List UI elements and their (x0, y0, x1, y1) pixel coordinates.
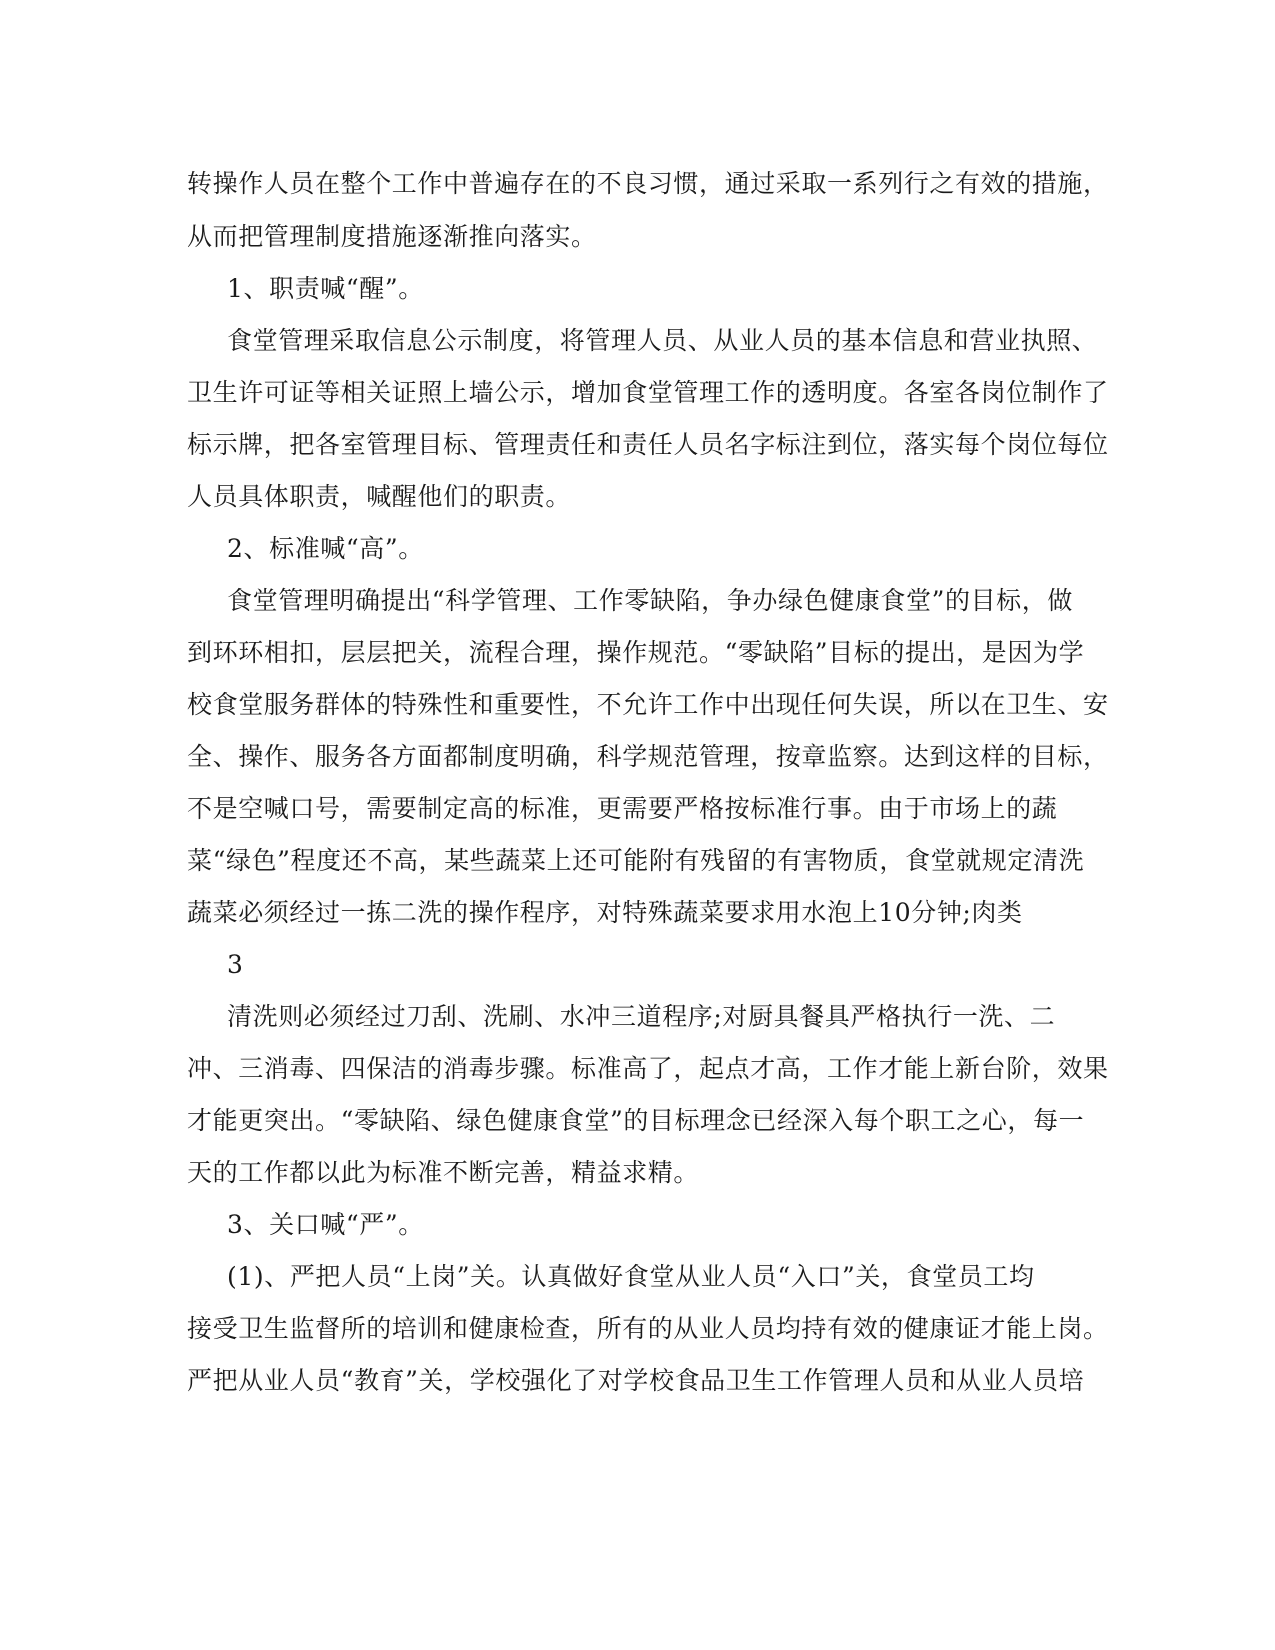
section-heading: 3、关口喊“严”。 (227, 1210, 424, 1239)
paragraph-line: 到环环相扣，层层把关，流程合理，操作规范。“零缺陷”目标的提出，是因为学 (187, 638, 1085, 667)
section-heading: 2、标准喊“高”。 (227, 534, 424, 563)
paragraph-line: 冲、三消毒、四保洁的消毒步骤。标准高了，起点才高，工作才能上新台阶，效果 (187, 1054, 1109, 1083)
paragraph-line: 标示牌，把各室管理目标、管理责任和责任人员名字标注到位，落实每个岗位每位 (187, 430, 1109, 459)
paragraph-line: 才能更突出。“零缺陷、绿色健康食堂”的目标理念已经深入每个职工之心，每一 (187, 1106, 1085, 1135)
paragraph-line: 转操作人员在整个工作中普遍存在的不良习惯，通过采取一系列行之有效的措施， (187, 169, 1109, 198)
paragraph-line: 卫生许可证等相关证照上墙公示，增加食堂管理工作的透明度。各室各岗位制作了 (187, 378, 1109, 407)
paragraph-line: 校食堂服务群体的特殊性和重要性，不允许工作中出现任何失误，所以在卫生、安 (187, 690, 1109, 719)
paragraph-line: 从而把管理制度措施逐渐推向落实。 (187, 222, 597, 251)
paragraph-line: 人员具体职责，喊醒他们的职责。 (187, 482, 572, 511)
paragraph-line: 天的工作都以此为标准不断完善，精益求精。 (187, 1158, 700, 1187)
page-number: 3 (227, 950, 243, 979)
paragraph-line: 全、操作、服务各方面都制度明确，科学规范管理，按章监察。达到这样的目标， (187, 742, 1109, 771)
paragraph-line: 食堂管理明确提出“科学管理、工作零缺陷，争办绿色健康食堂”的目标，做 (227, 586, 1073, 615)
paragraph-line: 蔬菜必须经过一拣二洗的操作程序，对特殊蔬菜要求用水泡上10分钟;肉类 (187, 898, 1023, 927)
paragraph-line: 菜“绿色”程度还不高，某些蔬菜上还可能附有残留的有害物质，食堂就规定清洗 (187, 846, 1085, 875)
paragraph-line: 清洗则必须经过刀刮、洗刷、水冲三道程序;对厨具餐具严格执行一洗、二 (227, 1002, 1056, 1031)
paragraph-line: 严把从业人员“教育”关，学校强化了对学校食品卫生工作管理人员和从业人员培 (187, 1366, 1085, 1395)
paragraph-line: (1)、严把人员“上岗”关。认真做好食堂从业人员“入口”关，食堂员工均 (227, 1262, 1035, 1291)
paragraph-line: 食堂管理采取信息公示制度，将管理人员、从业人员的基本信息和营业执照、 (227, 326, 1098, 355)
paragraph-line: 接受卫生监督所的培训和健康检查，所有的从业人员均持有效的健康证才能上岗。 (187, 1314, 1109, 1343)
section-heading: 1、职责喊“醒”。 (227, 274, 424, 303)
paragraph-line: 不是空喊口号，需要制定高的标准，更需要严格按标准行事。由于市场上的蔬 (187, 794, 1058, 823)
